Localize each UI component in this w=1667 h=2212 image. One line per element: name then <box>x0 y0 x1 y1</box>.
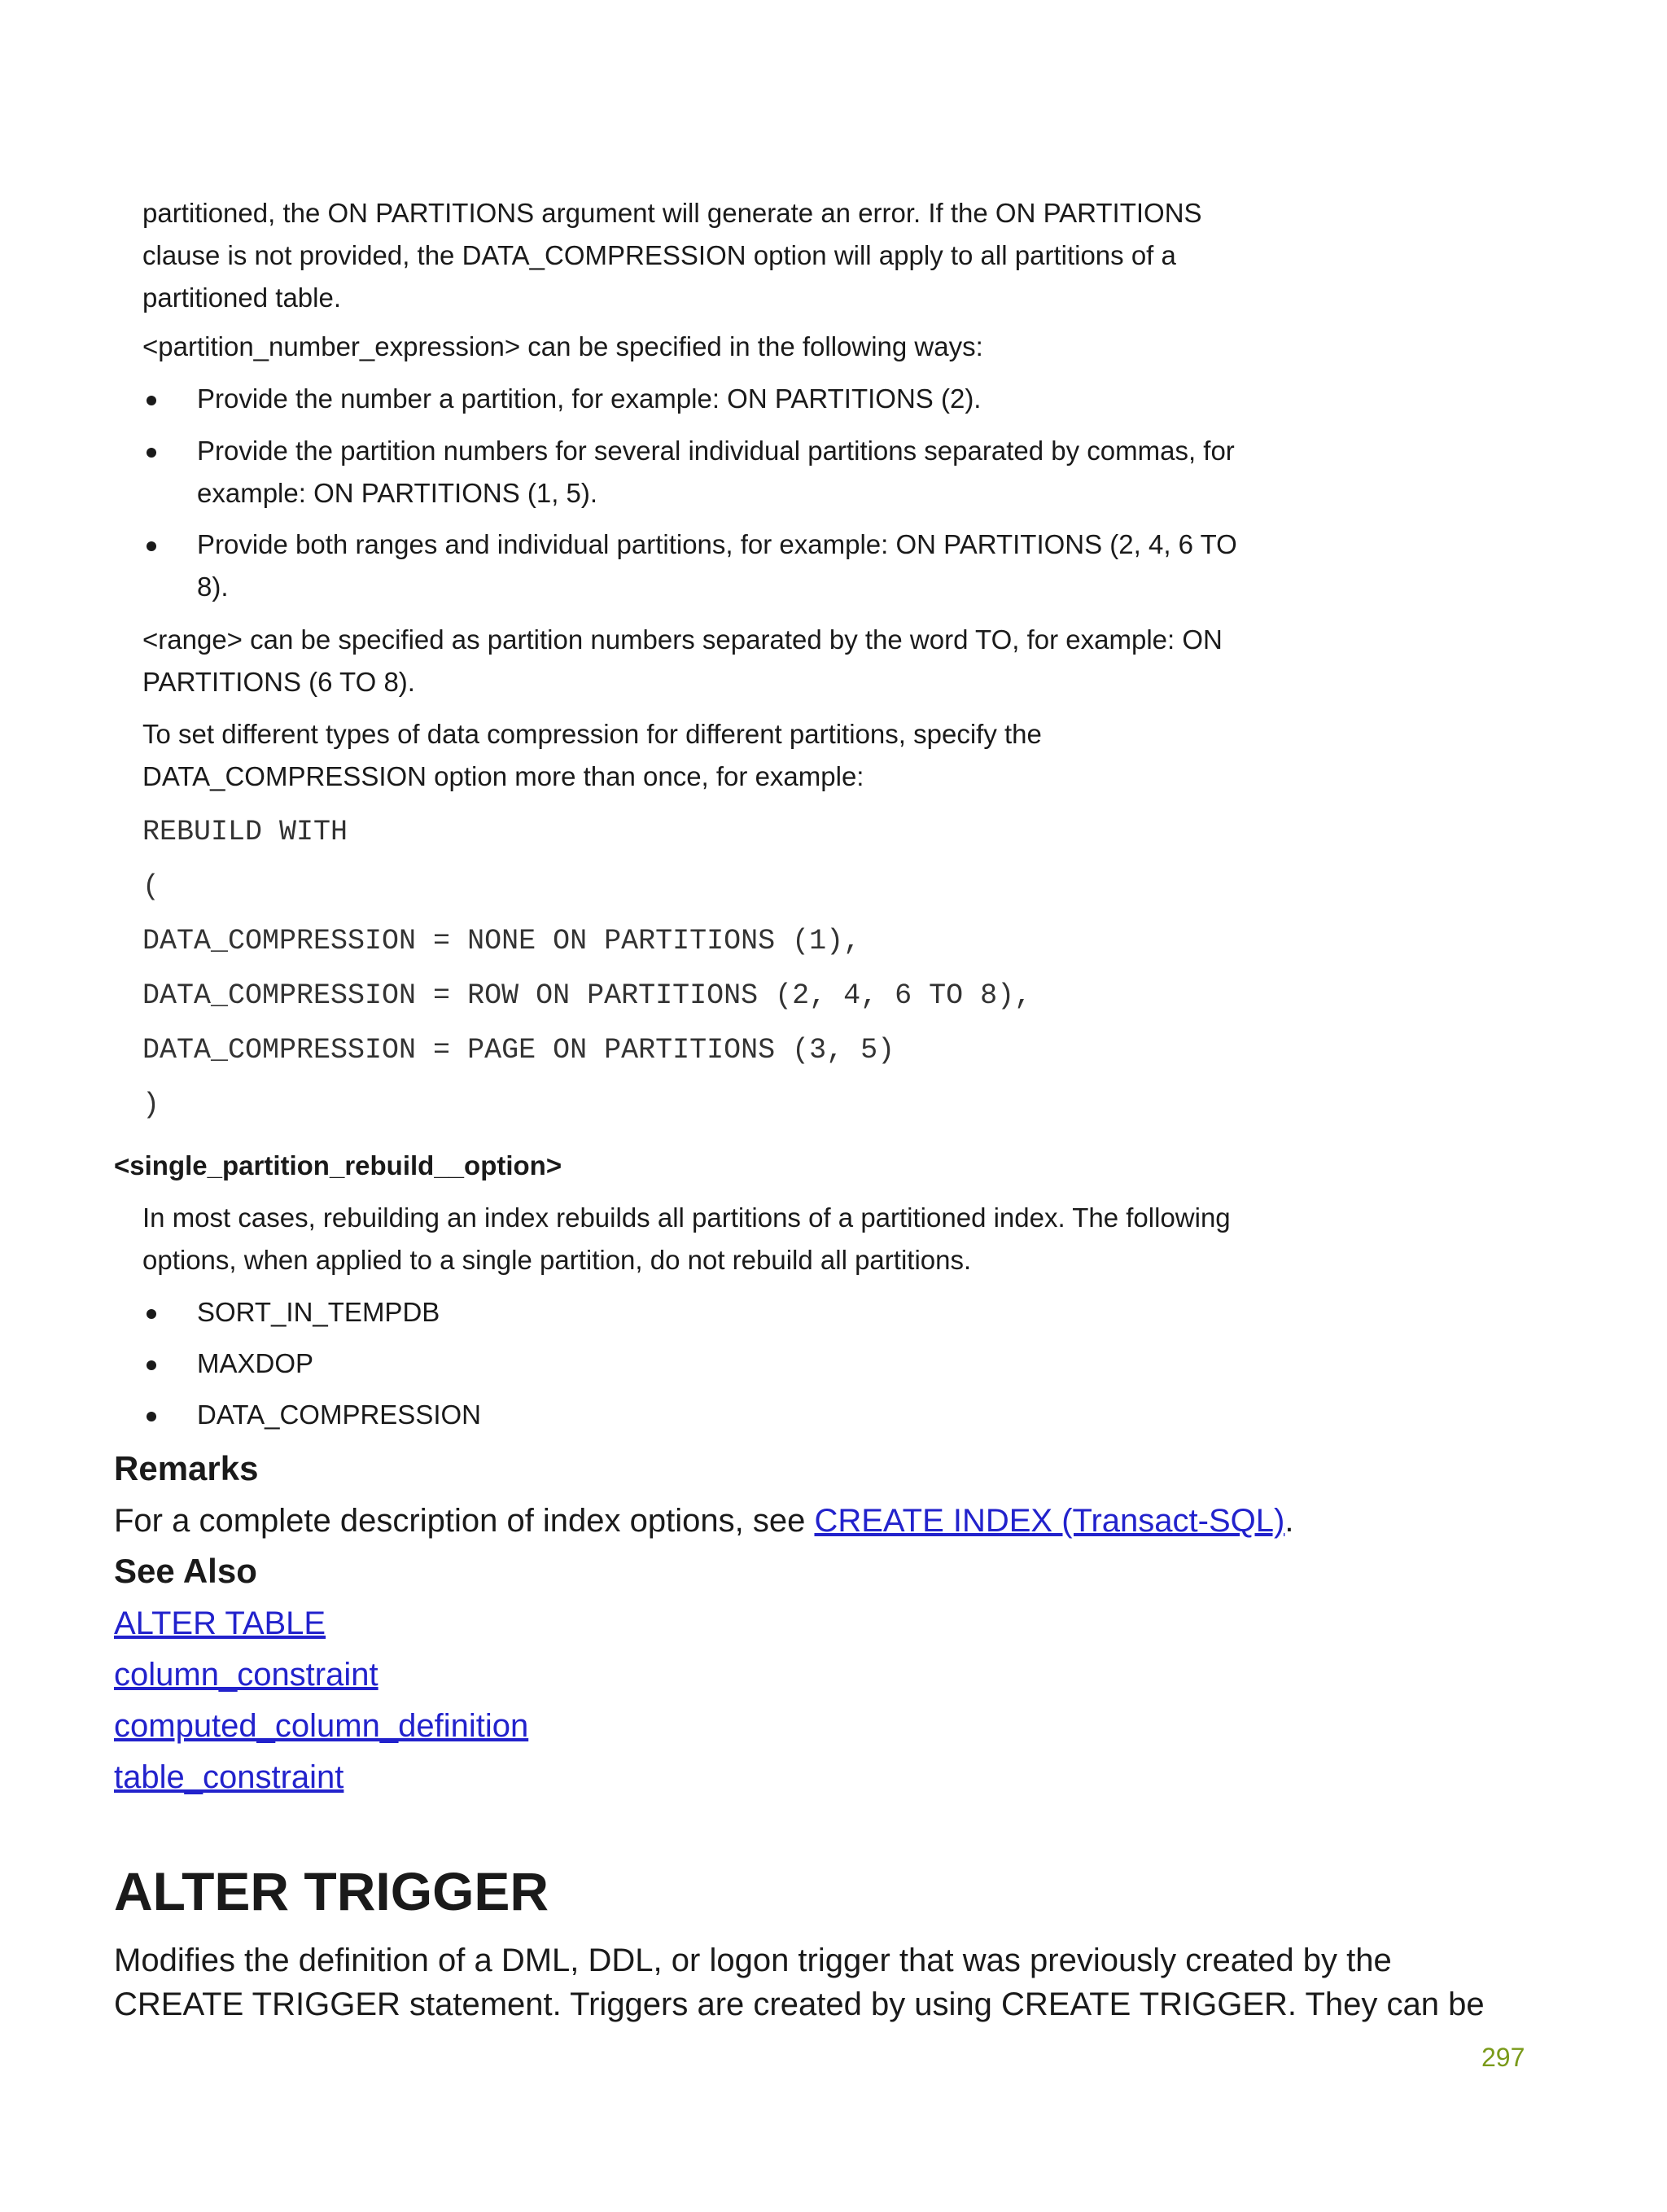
single-partition-heading: <single_partition_rebuild__option> <box>114 1150 562 1180</box>
range-line: PARTITIONS (6 TO 8). <box>142 667 415 697</box>
single-partition-paragraph <box>142 1197 1282 1281</box>
single-partition-line: In most cases, rebuilding an index rebuilds all partitions of a partitioned index. The following <box>142 1202 1231 1233</box>
list-item-text: Provide the partition numbers for several individual partitions separated by commas, for <box>197 436 1235 466</box>
list-item-text: Provide both ranges and individual partitions, for example: ON PARTITIONS (2, 4, 6 TO <box>197 529 1237 559</box>
different-types-line: To set different types of data compression for different partitions, specify the <box>142 719 1042 749</box>
different-types-line: DATA_COMPRESSION option more than once, for example: <box>142 761 864 791</box>
alter-table-link[interactable]: ALTER TABLE <box>114 1605 326 1641</box>
alter-trigger-line: CREATE TRIGGER statement. Triggers are created by using CREATE TRIGGER. They can be <box>114 1986 1485 2022</box>
list-item-text: MAXDOP <box>197 1348 314 1378</box>
remarks-text-after: . <box>1284 1503 1294 1539</box>
list-item-text: Provide the number a partition, for example: ON PARTITIONS (2). <box>197 383 982 414</box>
different-types-paragraph <box>142 713 1282 798</box>
see-also-heading: See Also <box>114 1552 257 1590</box>
intro-line: partitioned, the ON PARTITIONS argument will generate an error. If the ON PARTITIONS <box>142 198 1202 228</box>
single-partition-line: options, when applied to a single partition, do not rebuild all partitions. <box>142 1245 972 1275</box>
create-index-link[interactable]: CREATE INDEX (Transact-SQL) <box>814 1503 1285 1539</box>
partition-expression-intro-text: <partition_number_expression> can be specified in the following ways: <box>142 331 983 361</box>
computed-column-definition-link[interactable]: computed_column_definition <box>114 1708 529 1744</box>
list-item-text: SORT_IN_TEMPDB <box>197 1297 440 1327</box>
see-also-link-item <box>114 1703 528 1749</box>
code-line: REBUILD WITH <box>142 816 348 848</box>
list-item-text: 8). <box>197 572 229 602</box>
remarks-text-before: For a complete description of index options, see <box>114 1503 815 1539</box>
range-paragraph <box>142 619 1282 703</box>
code-line: DATA_COMPRESSION = ROW ON PARTITIONS (2, 4, 6 TO 8), <box>142 979 1032 1012</box>
code-line: DATA_COMPRESSION = PAGE ON PARTITIONS (3, 5) <box>142 1034 895 1067</box>
remarks-text <box>114 1498 1293 1544</box>
code-line: ( <box>142 870 160 903</box>
alter-trigger-title: ALTER TRIGGER <box>114 1861 549 1921</box>
table-constraint-link[interactable]: table_constraint <box>114 1759 344 1795</box>
range-line: <range> can be specified as partition numbers separated by the word TO, for example: ON <box>142 624 1223 655</box>
intro-line: clause is not provided, the DATA_COMPRESSION option will apply to all partitions of a <box>142 240 1176 270</box>
column-constraint-link[interactable]: column_constraint <box>114 1657 378 1693</box>
code-line: DATA_COMPRESSION = NONE ON PARTITIONS (1), <box>142 925 861 957</box>
partition-expression-intro <box>142 326 1282 368</box>
see-also-link-item <box>114 1652 378 1697</box>
see-also-link-item <box>114 1754 343 1800</box>
alter-trigger-line: Modifies the definition of a DML, DDL, or logon trigger that was previously created by the <box>114 1943 1392 1978</box>
remarks-heading: Remarks <box>114 1449 259 1487</box>
list-item-text: example: ON PARTITIONS (1, 5). <box>197 478 598 508</box>
page-number: 297 <box>1481 2043 1525 2072</box>
list-item-text: DATA_COMPRESSION <box>197 1399 481 1430</box>
code-line: ) <box>142 1088 160 1121</box>
intro-line: partitioned table. <box>142 283 342 313</box>
see-also-link-item <box>114 1601 326 1646</box>
intro-paragraph <box>142 192 1282 319</box>
